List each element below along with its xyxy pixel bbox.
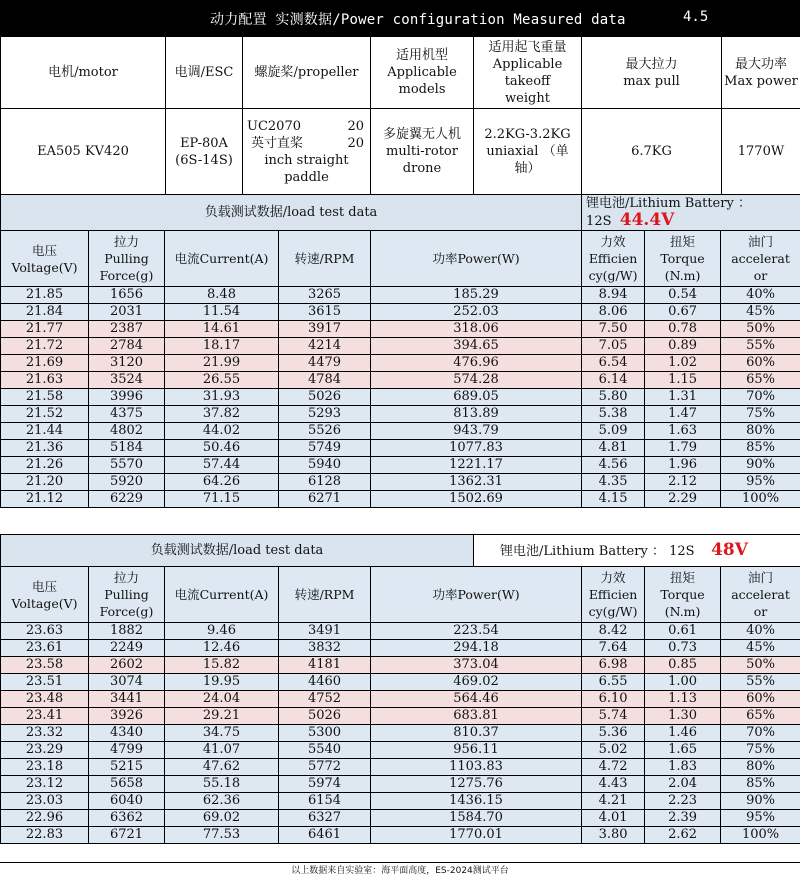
table-cell: 0.89 bbox=[645, 338, 721, 355]
table-cell: 1.47 bbox=[645, 406, 721, 423]
table-cell: 2.12 bbox=[645, 474, 721, 491]
table-cell: 23.29 bbox=[1, 742, 89, 759]
table-cell: 60% bbox=[721, 355, 800, 372]
table-cell: 23.18 bbox=[1, 759, 89, 776]
table-cell: 69.02 bbox=[165, 810, 279, 827]
table-cell: 85% bbox=[721, 440, 800, 457]
table-cell: 5026 bbox=[279, 708, 371, 725]
table-cell: 21.52 bbox=[1, 406, 89, 423]
table-cell: 4799 bbox=[89, 742, 165, 759]
table-cell: 6.10 bbox=[582, 691, 645, 708]
table-cell: 12.46 bbox=[165, 640, 279, 657]
table-cell: 60% bbox=[721, 691, 800, 708]
table-cell: 55% bbox=[721, 674, 800, 691]
section-header-48v bbox=[1, 535, 800, 567]
max-pull-value: 6.7KG bbox=[582, 109, 722, 195]
battery-voltage: 48V bbox=[711, 540, 748, 560]
table-cell: 5.36 bbox=[582, 725, 645, 742]
table-cell: 2.04 bbox=[645, 776, 721, 793]
table-cell: 6271 bbox=[279, 491, 371, 508]
table-cell: 44.02 bbox=[165, 423, 279, 440]
col-voltage: 电压 Voltage(V) bbox=[1, 567, 89, 623]
table-row bbox=[1, 423, 800, 440]
table-cell: 5215 bbox=[89, 759, 165, 776]
table-cell: 4.01 bbox=[582, 810, 645, 827]
table-row bbox=[1, 372, 800, 389]
table-row bbox=[1, 623, 800, 640]
table-row bbox=[1, 457, 800, 474]
table-row bbox=[1, 793, 800, 810]
esc-value: EP-80A (6S-14S) bbox=[166, 109, 243, 195]
table-cell: 5.80 bbox=[582, 389, 645, 406]
table-cell: 90% bbox=[721, 457, 800, 474]
column-header-row bbox=[1, 231, 800, 287]
propeller-header: 螺旋桨/propeller bbox=[243, 37, 371, 109]
table-cell: 23.32 bbox=[1, 725, 89, 742]
col-current: 电流Current(A) bbox=[165, 231, 279, 287]
table-cell: 75% bbox=[721, 406, 800, 423]
models-value: 多旋翼无人机 multi-rotor drone bbox=[371, 109, 474, 195]
config-table bbox=[0, 36, 800, 195]
table-row bbox=[1, 321, 800, 338]
table-cell: 1077.83 bbox=[371, 440, 582, 457]
col-rpm: 转速/RPM bbox=[279, 567, 371, 623]
table-cell: 21.63 bbox=[1, 372, 89, 389]
battery-info: 锂电池/Lithium Battery ： 12S 48V bbox=[474, 535, 800, 567]
table-cell: 4.15 bbox=[582, 491, 645, 508]
table-row bbox=[1, 304, 800, 321]
table-cell: 4.21 bbox=[582, 793, 645, 810]
weight-value: 2.2KG-3.2KG uniaxial （单 轴） bbox=[474, 109, 582, 195]
col-pull: 拉力 Pulling Force(g) bbox=[89, 567, 165, 623]
version-label: 4.5 bbox=[683, 9, 708, 25]
table-cell: 37.82 bbox=[165, 406, 279, 423]
table-cell: 1.15 bbox=[645, 372, 721, 389]
table-cell: 3832 bbox=[279, 640, 371, 657]
table-cell: 3926 bbox=[89, 708, 165, 725]
table-cell: 4.43 bbox=[582, 776, 645, 793]
table-cell: 813.89 bbox=[371, 406, 582, 423]
table-cell: 64.26 bbox=[165, 474, 279, 491]
table-cell: 5.09 bbox=[582, 423, 645, 440]
table-cell: 1.13 bbox=[645, 691, 721, 708]
table-cell: 6721 bbox=[89, 827, 165, 844]
table-cell: 21.26 bbox=[1, 457, 89, 474]
table-cell: 373.04 bbox=[371, 657, 582, 674]
col-power: 功率Power(W) bbox=[371, 567, 582, 623]
table-cell: 21.77 bbox=[1, 321, 89, 338]
table-cell: 5526 bbox=[279, 423, 371, 440]
table-cell: 0.61 bbox=[645, 623, 721, 640]
table-cell: 21.20 bbox=[1, 474, 89, 491]
col-pull: 拉力 Pulling Force(g) bbox=[89, 231, 165, 287]
table-cell: 4375 bbox=[89, 406, 165, 423]
table-cell: 3441 bbox=[89, 691, 165, 708]
table-cell: 77.53 bbox=[165, 827, 279, 844]
col-efficiency: 力效 Efficien cy(g/W) bbox=[582, 567, 645, 623]
table-cell: 95% bbox=[721, 810, 800, 827]
table-cell: 80% bbox=[721, 423, 800, 440]
table-row bbox=[1, 440, 800, 457]
table-cell: 5940 bbox=[279, 457, 371, 474]
config-header-row bbox=[1, 37, 800, 109]
table-cell: 21.99 bbox=[165, 355, 279, 372]
table-cell: 21.36 bbox=[1, 440, 89, 457]
table-cell: 41.07 bbox=[165, 742, 279, 759]
battery-info: 锂电池/Lithium Battery ： 12S 44.4V bbox=[582, 195, 800, 231]
table-cell: 5.74 bbox=[582, 708, 645, 725]
table-cell: 6128 bbox=[279, 474, 371, 491]
table-cell: 4.56 bbox=[582, 457, 645, 474]
config-value-row bbox=[1, 109, 800, 195]
table-cell: 1103.83 bbox=[371, 759, 582, 776]
table-cell: 34.75 bbox=[165, 725, 279, 742]
table-cell: 1.46 bbox=[645, 725, 721, 742]
table-cell: 4.81 bbox=[582, 440, 645, 457]
table-cell: 23.63 bbox=[1, 623, 89, 640]
battery-voltage: 44.4V bbox=[620, 210, 675, 230]
footer-note: 以上数据来自实验室：海平面高度，ES-2024测试平台 bbox=[0, 862, 800, 879]
table-cell: 21.72 bbox=[1, 338, 89, 355]
page-title: 动力配置 实测数据/Power configuration Measured data bbox=[210, 9, 626, 29]
table-cell: 5920 bbox=[89, 474, 165, 491]
table-cell: 5772 bbox=[279, 759, 371, 776]
table-cell: 8.94 bbox=[582, 287, 645, 304]
table-row bbox=[1, 708, 800, 725]
table-row bbox=[1, 355, 800, 372]
table-cell: 0.54 bbox=[645, 287, 721, 304]
table-cell: 6327 bbox=[279, 810, 371, 827]
table-cell: 40% bbox=[721, 623, 800, 640]
table-row bbox=[1, 406, 800, 423]
table-cell: 15.82 bbox=[165, 657, 279, 674]
table-cell: 8.06 bbox=[582, 304, 645, 321]
table-cell: 6154 bbox=[279, 793, 371, 810]
table-cell: 0.67 bbox=[645, 304, 721, 321]
max-power-value: 1770W bbox=[722, 109, 800, 195]
table-row bbox=[1, 338, 800, 355]
table-cell: 3.80 bbox=[582, 827, 645, 844]
table-cell: 252.03 bbox=[371, 304, 582, 321]
table-cell: 7.05 bbox=[582, 338, 645, 355]
table-cell: 5974 bbox=[279, 776, 371, 793]
test-table-48v bbox=[0, 534, 800, 844]
table-cell: 4.72 bbox=[582, 759, 645, 776]
table-cell: 1436.15 bbox=[371, 793, 582, 810]
table-cell: 45% bbox=[721, 640, 800, 657]
table-cell: 2.62 bbox=[645, 827, 721, 844]
table-row bbox=[1, 287, 800, 304]
table-cell: 223.54 bbox=[371, 623, 582, 640]
table-cell: 22.96 bbox=[1, 810, 89, 827]
table-cell: 21.44 bbox=[1, 423, 89, 440]
table-cell: 23.61 bbox=[1, 640, 89, 657]
table-cell: 5.02 bbox=[582, 742, 645, 759]
table-cell: 0.73 bbox=[645, 640, 721, 657]
table-cell: 5300 bbox=[279, 725, 371, 742]
table-cell: 75% bbox=[721, 742, 800, 759]
table-cell: 4802 bbox=[89, 423, 165, 440]
table-cell: 22.83 bbox=[1, 827, 89, 844]
table-cell: 6.98 bbox=[582, 657, 645, 674]
table-cell: 1502.69 bbox=[371, 491, 582, 508]
table-cell: 21.58 bbox=[1, 389, 89, 406]
table-cell: 71.15 bbox=[165, 491, 279, 508]
table-row bbox=[1, 810, 800, 827]
table-cell: 11.54 bbox=[165, 304, 279, 321]
table-cell: 5026 bbox=[279, 389, 371, 406]
table-cell: 1362.31 bbox=[371, 474, 582, 491]
section-gap bbox=[0, 516, 800, 534]
table-cell: 469.02 bbox=[371, 674, 582, 691]
table-cell: 100% bbox=[721, 491, 800, 508]
table-cell: 23.03 bbox=[1, 793, 89, 810]
table-cell: 4784 bbox=[279, 372, 371, 389]
table-cell: 0.85 bbox=[645, 657, 721, 674]
table-cell: 5540 bbox=[279, 742, 371, 759]
table-cell: 4752 bbox=[279, 691, 371, 708]
col-torque: 扭矩 Torque (N.m) bbox=[645, 231, 721, 287]
table-cell: 1882 bbox=[89, 623, 165, 640]
section-header-44v bbox=[1, 195, 800, 231]
table-cell: 3917 bbox=[279, 321, 371, 338]
max-pull-header: 最大拉力 max pull bbox=[582, 37, 722, 109]
table-cell: 50.46 bbox=[165, 440, 279, 457]
table-cell: 3265 bbox=[279, 287, 371, 304]
table-cell: 1.02 bbox=[645, 355, 721, 372]
table-cell: 1.31 bbox=[645, 389, 721, 406]
table-cell: 2.39 bbox=[645, 810, 721, 827]
table-cell: 21.69 bbox=[1, 355, 89, 372]
table-cell: 2602 bbox=[89, 657, 165, 674]
table-cell: 19.95 bbox=[165, 674, 279, 691]
table-cell: 45% bbox=[721, 304, 800, 321]
motor-header: 电机/motor bbox=[1, 37, 166, 109]
table-cell: 1.65 bbox=[645, 742, 721, 759]
table-cell: 95% bbox=[721, 474, 800, 491]
table-cell: 4460 bbox=[279, 674, 371, 691]
col-power: 功率Power(W) bbox=[371, 231, 582, 287]
table-row bbox=[1, 691, 800, 708]
table-cell: 943.79 bbox=[371, 423, 582, 440]
table-row bbox=[1, 827, 800, 844]
table-cell: 689.05 bbox=[371, 389, 582, 406]
table-cell: 8.48 bbox=[165, 287, 279, 304]
table-cell: 70% bbox=[721, 389, 800, 406]
table-cell: 6.55 bbox=[582, 674, 645, 691]
weight-header: 适用起飞重量 Applicable takeoff weight bbox=[474, 37, 582, 109]
table-cell: 1656 bbox=[89, 287, 165, 304]
table-cell: 318.06 bbox=[371, 321, 582, 338]
table-cell: 23.48 bbox=[1, 691, 89, 708]
table-cell: 23.58 bbox=[1, 657, 89, 674]
table-cell: 2.23 bbox=[645, 793, 721, 810]
table-cell: 65% bbox=[721, 372, 800, 389]
max-power-header: 最大功率 Max power bbox=[722, 37, 800, 109]
table-cell: 3524 bbox=[89, 372, 165, 389]
table-cell: 4.35 bbox=[582, 474, 645, 491]
table-row bbox=[1, 742, 800, 759]
title-bar bbox=[0, 0, 800, 36]
table-cell: 29.21 bbox=[165, 708, 279, 725]
table-cell: 394.65 bbox=[371, 338, 582, 355]
table-cell: 23.41 bbox=[1, 708, 89, 725]
table-cell: 40% bbox=[721, 287, 800, 304]
table-cell: 2.29 bbox=[645, 491, 721, 508]
table-cell: 1584.70 bbox=[371, 810, 582, 827]
table-cell: 7.50 bbox=[582, 321, 645, 338]
table-cell: 185.29 bbox=[371, 287, 582, 304]
table-cell: 5658 bbox=[89, 776, 165, 793]
table-cell: 4214 bbox=[279, 338, 371, 355]
table-cell: 5.38 bbox=[582, 406, 645, 423]
col-throttle: 油门 accelerat or bbox=[721, 231, 800, 287]
esc-header: 电调/ESC bbox=[166, 37, 243, 109]
table-cell: 2784 bbox=[89, 338, 165, 355]
table-cell: 574.28 bbox=[371, 372, 582, 389]
col-voltage: 电压 Voltage(V) bbox=[1, 231, 89, 287]
table-cell: 6229 bbox=[89, 491, 165, 508]
table-cell: 1.63 bbox=[645, 423, 721, 440]
column-header-row bbox=[1, 567, 800, 623]
table-row bbox=[1, 759, 800, 776]
table-cell: 70% bbox=[721, 725, 800, 742]
table-cell: 1275.76 bbox=[371, 776, 582, 793]
table-cell: 8.42 bbox=[582, 623, 645, 640]
table-cell: 26.55 bbox=[165, 372, 279, 389]
motor-value: EA505 KV420 bbox=[1, 109, 166, 195]
table-cell: 3491 bbox=[279, 623, 371, 640]
col-torque: 扭矩 Torque (N.m) bbox=[645, 567, 721, 623]
table-cell: 1.96 bbox=[645, 457, 721, 474]
table-cell: 6.14 bbox=[582, 372, 645, 389]
table-cell: 3996 bbox=[89, 389, 165, 406]
section-label: 负载测试数据/load test data bbox=[1, 535, 474, 567]
table-cell: 1221.17 bbox=[371, 457, 582, 474]
table-cell: 4479 bbox=[279, 355, 371, 372]
col-efficiency: 力效 Efficien cy(g/W) bbox=[582, 231, 645, 287]
table-cell: 57.44 bbox=[165, 457, 279, 474]
table-row bbox=[1, 491, 800, 508]
table-cell: 1770.01 bbox=[371, 827, 582, 844]
table-cell: 23.51 bbox=[1, 674, 89, 691]
table-cell: 55.18 bbox=[165, 776, 279, 793]
table-cell: 294.18 bbox=[371, 640, 582, 657]
table-cell: 65% bbox=[721, 708, 800, 725]
table-cell: 2249 bbox=[89, 640, 165, 657]
table-cell: 31.93 bbox=[165, 389, 279, 406]
table-cell: 6461 bbox=[279, 827, 371, 844]
table-cell: 21.12 bbox=[1, 491, 89, 508]
table-cell: 1.83 bbox=[645, 759, 721, 776]
models-header: 适用机型 Applicable models bbox=[371, 37, 474, 109]
table-cell: 1.30 bbox=[645, 708, 721, 725]
table-cell: 3074 bbox=[89, 674, 165, 691]
table-cell: 18.17 bbox=[165, 338, 279, 355]
table-cell: 5749 bbox=[279, 440, 371, 457]
table-cell: 3615 bbox=[279, 304, 371, 321]
table-cell: 7.64 bbox=[582, 640, 645, 657]
table-cell: 90% bbox=[721, 793, 800, 810]
table-cell: 62.36 bbox=[165, 793, 279, 810]
table-cell: 0.78 bbox=[645, 321, 721, 338]
table-cell: 3120 bbox=[89, 355, 165, 372]
table-cell: 21.85 bbox=[1, 287, 89, 304]
propeller-value: UC2070 20 英寸直桨 20 inch straight paddle bbox=[243, 109, 371, 195]
table-cell: 5293 bbox=[279, 406, 371, 423]
table-cell: 6362 bbox=[89, 810, 165, 827]
table-cell: 476.96 bbox=[371, 355, 582, 372]
table-cell: 810.37 bbox=[371, 725, 582, 742]
table-cell: 6040 bbox=[89, 793, 165, 810]
col-rpm: 转速/RPM bbox=[279, 231, 371, 287]
table-cell: 80% bbox=[721, 759, 800, 776]
table-cell: 5184 bbox=[89, 440, 165, 457]
table-row bbox=[1, 389, 800, 406]
table-row bbox=[1, 674, 800, 691]
table-cell: 14.61 bbox=[165, 321, 279, 338]
table-cell: 100% bbox=[721, 827, 800, 844]
table-cell: 1.79 bbox=[645, 440, 721, 457]
table-cell: 1.00 bbox=[645, 674, 721, 691]
table-cell: 2387 bbox=[89, 321, 165, 338]
table-cell: 6.54 bbox=[582, 355, 645, 372]
table-cell: 50% bbox=[721, 657, 800, 674]
table-row bbox=[1, 474, 800, 491]
test-table-44v bbox=[0, 194, 800, 508]
table-cell: 9.46 bbox=[165, 623, 279, 640]
table-cell: 50% bbox=[721, 321, 800, 338]
table-cell: 23.12 bbox=[1, 776, 89, 793]
table-cell: 683.81 bbox=[371, 708, 582, 725]
table-cell: 47.62 bbox=[165, 759, 279, 776]
table-row bbox=[1, 725, 800, 742]
table-cell: 4181 bbox=[279, 657, 371, 674]
table-cell: 956.11 bbox=[371, 742, 582, 759]
table-cell: 564.46 bbox=[371, 691, 582, 708]
table-cell: 5570 bbox=[89, 457, 165, 474]
table-row bbox=[1, 657, 800, 674]
table-row bbox=[1, 776, 800, 793]
table-cell: 55% bbox=[721, 338, 800, 355]
table-cell: 85% bbox=[721, 776, 800, 793]
table-cell: 4340 bbox=[89, 725, 165, 742]
table-cell: 2031 bbox=[89, 304, 165, 321]
table-cell: 21.84 bbox=[1, 304, 89, 321]
col-current: 电流Current(A) bbox=[165, 567, 279, 623]
col-throttle: 油门 accelerat or bbox=[721, 567, 800, 623]
table-row bbox=[1, 640, 800, 657]
table-cell: 24.04 bbox=[165, 691, 279, 708]
section-label: 负载测试数据/load test data bbox=[1, 195, 582, 231]
